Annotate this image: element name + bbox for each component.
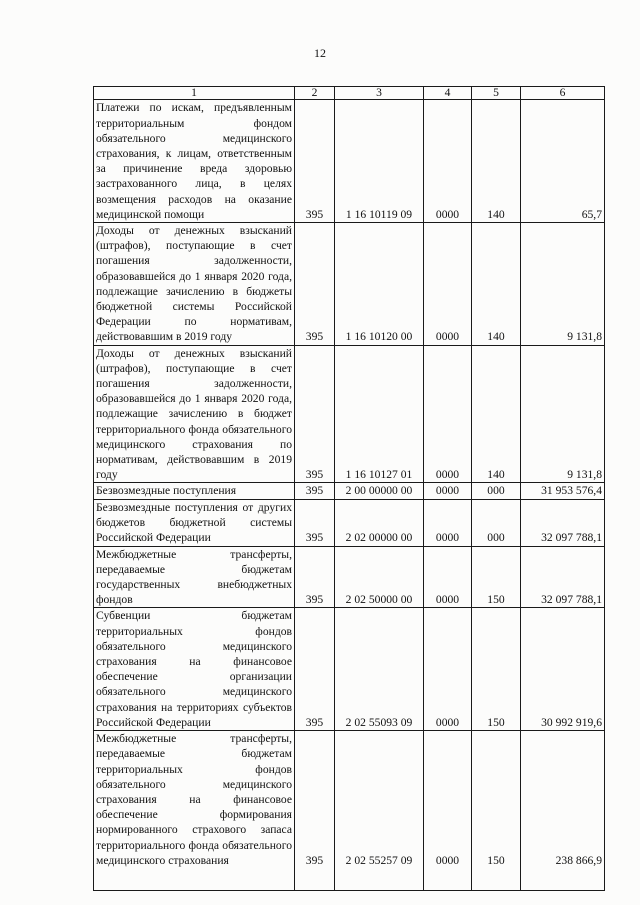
admin-code-cell: 395 [295, 345, 335, 483]
admin-code-cell: 395 [295, 223, 335, 346]
economic-code-cell: 140 [472, 223, 521, 346]
table-row [94, 499, 605, 546]
admin-code-cell: 395 [295, 546, 335, 608]
classification-code-cell: 2 02 50000 00 [335, 546, 424, 608]
program-code-cell: 0000 [424, 731, 472, 891]
amount-cell: 31 953 576,4 [521, 483, 605, 499]
column-header: 5 [472, 87, 521, 100]
income-name-cell: Межбюджетные трансферты, передаваемые бюджетам государственных внебюджетных фондов [94, 546, 295, 608]
table-row [94, 345, 605, 483]
classification-code-cell: 1 16 10127 01 [335, 345, 424, 483]
income-name-cell: Субвенции бюджетам территориальных фондов обязательного медицинского страхования на финансовое обеспечение организации обязательного медицинского страхования на территориях субъектов Российской Федерации [94, 608, 295, 731]
program-code-cell: 0000 [424, 483, 472, 499]
column-header: 6 [521, 87, 605, 100]
classification-code-cell: 1 16 10119 09 [335, 100, 424, 223]
economic-code-cell: 140 [472, 100, 521, 223]
admin-code-cell: 395 [295, 731, 335, 891]
column-header: 2 [295, 87, 335, 100]
income-name-cell: Безвозмездные поступления [94, 483, 295, 499]
admin-code-cell: 395 [295, 483, 335, 499]
income-name-cell: Безвозмездные поступления от других бюджетов бюджетной системы Российской Федерации [94, 499, 295, 546]
income-name-cell: Платежи по искам, предъявленным территориальным фондом обязательного медицинского страхования, к лицам, ответственным за причинение вреда здоровью застрахованного лица, в целях возмещения расходов на оказание медицинской помощи [94, 100, 295, 223]
classification-code-cell: 2 02 55093 09 [335, 608, 424, 731]
table-row [94, 546, 605, 608]
amount-cell: 32 097 788,1 [521, 499, 605, 546]
admin-code-cell: 395 [295, 608, 335, 731]
program-code-cell: 0000 [424, 223, 472, 346]
amount-cell: 32 097 788,1 [521, 546, 605, 608]
income-name-cell: Межбюджетные трансферты, передаваемые бюджетам территориальных фондов обязательного медицинского страхования на финансовое обеспечение формирования нормированного страхового запаса территориального фонда обязательного медицинского страхования [94, 731, 295, 891]
economic-code-cell: 150 [472, 731, 521, 891]
admin-code-cell: 395 [295, 499, 335, 546]
column-header: 1 [94, 87, 295, 100]
program-code-cell: 0000 [424, 546, 472, 608]
economic-code-cell: 000 [472, 499, 521, 546]
table-row [94, 731, 605, 891]
economic-code-cell: 150 [472, 608, 521, 731]
economic-code-cell: 140 [472, 345, 521, 483]
table-row [94, 483, 605, 499]
column-header: 3 [335, 87, 424, 100]
income-name-cell: Доходы от денежных взысканий (штрафов), поступающие в счет погашения задолженности, образовавшейся до 1 января 2020 года, подлежащие зачислению в бюджет территориального фонда обязательного медицинского страхования по нормативам, действовавшим в 2019 году [94, 345, 295, 483]
amount-cell: 9 131,8 [521, 223, 605, 346]
revenue-table [93, 86, 605, 891]
classification-code-cell: 2 02 55257 09 [335, 731, 424, 891]
income-name-cell: Доходы от денежных взысканий (штрафов), поступающие в счет погашения задолженности, образовавшейся до 1 января 2020 года, подлежащие зачислению в бюджеты бюджетной системы Российской Федерации по нормативам, действовавшим в 2019 году [94, 223, 295, 346]
classification-code-cell: 2 02 00000 00 [335, 499, 424, 546]
amount-cell: 65,7 [521, 100, 605, 223]
classification-code-cell: 2 00 00000 00 [335, 483, 424, 499]
amount-cell: 30 992 919,6 [521, 608, 605, 731]
economic-code-cell: 000 [472, 483, 521, 499]
table-header-row [94, 87, 605, 100]
amount-cell: 238 866,9 [521, 731, 605, 891]
column-header: 4 [424, 87, 472, 100]
page-number: 12 [314, 46, 326, 60]
economic-code-cell: 150 [472, 546, 521, 608]
amount-cell: 9 131,8 [521, 345, 605, 483]
table-row [94, 100, 605, 223]
table-row [94, 223, 605, 346]
admin-code-cell: 395 [295, 100, 335, 223]
program-code-cell: 0000 [424, 100, 472, 223]
program-code-cell: 0000 [424, 608, 472, 731]
table-row [94, 608, 605, 731]
program-code-cell: 0000 [424, 345, 472, 483]
program-code-cell: 0000 [424, 499, 472, 546]
classification-code-cell: 1 16 10120 00 [335, 223, 424, 346]
